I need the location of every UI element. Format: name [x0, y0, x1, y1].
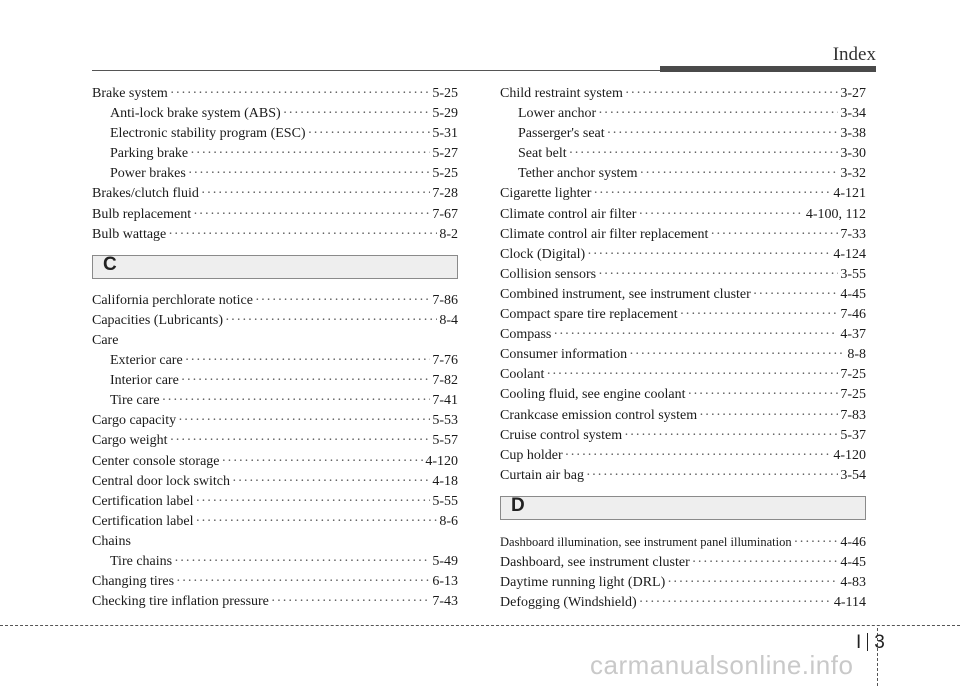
index-entry-page: 4-18	[432, 473, 458, 489]
index-entry	[92, 84, 458, 104]
index-entry-page: 8-2	[439, 226, 458, 242]
index-entry	[500, 593, 866, 613]
index-entry-page: 8-4	[439, 312, 458, 328]
index-entry-term: Bulb replacement	[92, 206, 192, 222]
index-entry-term: Chains	[92, 533, 131, 549]
footer-rule	[0, 625, 960, 626]
dot-leader	[587, 245, 831, 265]
index-column-right	[500, 84, 866, 613]
index-entry-page: 5-31	[432, 126, 458, 142]
dot-leader	[185, 351, 431, 371]
index-entry-term: Cup holder	[500, 447, 563, 463]
index-entry	[500, 406, 866, 426]
page-number-separator	[867, 633, 868, 651]
index-entry	[500, 164, 866, 184]
index-column-left	[92, 84, 458, 612]
dot-leader	[692, 553, 839, 573]
index-entry-term: Power brakes	[110, 166, 186, 182]
index-entry-page: 4-120	[833, 447, 866, 463]
index-entry-term: Collision sensors	[500, 266, 597, 282]
dot-leader	[162, 391, 431, 411]
index-entry-term: Compact spare tire replacement	[500, 307, 678, 323]
index-entry-page: 3-55	[840, 266, 866, 282]
dot-leader	[607, 124, 839, 144]
index-entry	[92, 572, 458, 592]
index-entry-page: 4-37	[840, 327, 866, 343]
dot-leader	[625, 84, 838, 104]
index-entry-term: Center console storage	[92, 453, 220, 469]
dot-leader	[255, 291, 430, 311]
index-entry-page: 5-55	[432, 493, 458, 509]
index-entry-term: Parking brake	[110, 146, 189, 162]
index-entry	[92, 124, 458, 144]
index-entry-page: 4-120	[425, 453, 458, 469]
index-entry-page: 4-45	[840, 554, 866, 570]
dot-leader	[170, 84, 431, 104]
index-entry-page: 7-43	[432, 594, 458, 610]
index-entry	[500, 426, 866, 446]
index-entry-term: Certification label	[92, 493, 194, 509]
index-entry-term: Climate control air filter	[500, 206, 637, 222]
dot-leader	[667, 573, 838, 593]
index-entry	[92, 532, 458, 552]
index-list-c-left	[92, 291, 458, 613]
section-letter-d: D	[511, 494, 525, 516]
index-entry	[500, 285, 866, 305]
dot-leader	[593, 184, 831, 204]
index-entry-term: Clock (Digital)	[500, 246, 586, 262]
index-list-b	[92, 84, 458, 245]
index-entry	[92, 205, 458, 225]
index-entry	[500, 265, 866, 285]
index-entry	[92, 452, 458, 472]
index-entry	[92, 552, 458, 572]
index-entry	[500, 385, 866, 405]
index-entry	[500, 124, 866, 144]
index-entry-page: 4-46	[840, 534, 866, 550]
index-entry-page: 5-25	[432, 166, 458, 182]
index-entry-term: Curtain air bag	[500, 467, 584, 483]
dot-leader	[195, 492, 430, 512]
index-entry	[500, 325, 866, 345]
index-entry	[500, 205, 866, 225]
dot-leader	[699, 406, 838, 426]
index-entry-page: 3-30	[840, 146, 866, 162]
index-entry-term: Certification label	[92, 513, 194, 529]
index-entry-page: 7-28	[432, 186, 458, 202]
index-entry-page: 4-83	[840, 575, 866, 591]
index-entry	[92, 351, 458, 371]
page-index: 3	[874, 632, 885, 653]
dot-leader	[629, 345, 845, 365]
section-header-d	[500, 496, 866, 520]
index-entry-page: 5-27	[432, 146, 458, 162]
index-entry-page: 7-25	[840, 367, 866, 383]
index-entry-term: Daytime running light (DRL)	[500, 575, 666, 591]
index-entry-term: Lower anchor	[518, 106, 597, 122]
index-entry-page: 6-13	[432, 574, 458, 590]
index-entry-page: 8-8	[847, 347, 866, 363]
dot-leader	[222, 452, 424, 472]
index-entry-term: Cargo weight	[92, 433, 168, 449]
dot-leader	[569, 144, 839, 164]
index-entry-page: 5-37	[840, 427, 866, 443]
index-entry-term: Bulb wattage	[92, 226, 167, 242]
index-entry-term: Coolant	[500, 367, 545, 383]
index-entry-term: Seat belt	[518, 146, 567, 162]
index-entry	[92, 512, 458, 532]
index-entry-term: Consumer information	[500, 347, 628, 363]
dot-leader	[170, 431, 431, 451]
index-list-d	[500, 532, 866, 613]
index-entry-term: Brake system	[92, 86, 168, 101]
index-entry	[92, 104, 458, 124]
dot-leader	[639, 593, 832, 613]
index-entry	[92, 371, 458, 391]
index-entry-term: Capacities (Lubricants)	[92, 312, 224, 328]
index-entry-term: Dashboard illumination, see instrument panel illumination	[500, 534, 792, 549]
index-entry	[92, 144, 458, 164]
index-entry-term: Child restraint system	[500, 86, 623, 101]
dot-leader	[201, 184, 430, 204]
dot-leader	[794, 533, 839, 553]
index-entry-term: Interior care	[110, 373, 179, 389]
dot-leader	[553, 325, 838, 345]
index-entry-term: Cooling fluid, see engine coolant	[500, 387, 686, 403]
index-entry	[92, 391, 458, 411]
index-entry-term: Crankcase emission control system	[500, 407, 698, 423]
index-entry-term: Cargo capacity	[92, 413, 177, 429]
dot-leader	[190, 144, 430, 164]
index-entry	[92, 431, 458, 451]
index-entry	[92, 164, 458, 184]
page-header-title: Index	[832, 44, 876, 65]
index-entry	[500, 144, 866, 164]
dot-leader	[598, 104, 838, 124]
index-entry	[92, 492, 458, 512]
index-entry	[500, 573, 866, 593]
index-entry	[92, 184, 458, 204]
dot-leader	[710, 225, 838, 245]
dot-leader	[308, 124, 431, 144]
index-entry-term: Checking tire inflation pressure	[92, 594, 269, 610]
index-entry-page: 3-38	[840, 126, 866, 142]
index-entry-page: 7-83	[840, 407, 866, 423]
index-entry	[92, 291, 458, 311]
page-section: I	[856, 632, 862, 653]
index-entry	[92, 311, 458, 331]
index-entry-page: 4-121	[833, 186, 866, 202]
section-header-c	[92, 255, 458, 279]
index-entry-page: 7-82	[432, 373, 458, 389]
index-entry-term: Brakes/clutch fluid	[92, 186, 199, 202]
dot-leader	[188, 164, 431, 184]
dot-leader	[586, 466, 838, 486]
dot-leader	[640, 164, 839, 184]
index-entry-page: 7-67	[432, 206, 458, 222]
index-entry	[500, 553, 866, 573]
index-entry-page: 3-32	[840, 166, 866, 182]
index-entry-page: 8-6	[439, 513, 458, 529]
dot-leader	[638, 205, 803, 225]
index-entry	[500, 305, 866, 325]
dot-leader	[283, 104, 431, 124]
dot-leader	[753, 285, 839, 305]
dot-leader	[225, 311, 437, 331]
index-entry	[500, 84, 866, 104]
index-entry	[500, 466, 866, 486]
index-entry	[500, 184, 866, 204]
index-entry-page: 7-76	[432, 353, 458, 369]
index-entry-page: 5-25	[432, 86, 458, 101]
index-entry	[92, 592, 458, 612]
index-list-c-right	[500, 84, 866, 486]
index-entry	[500, 365, 866, 385]
dot-leader	[232, 472, 430, 492]
index-entry-page: 4-100, 112	[805, 206, 866, 222]
index-entry-page: 7-41	[432, 393, 458, 409]
section-letter-c: C	[103, 253, 117, 275]
index-entry-page: 7-46	[840, 307, 866, 323]
index-entry-page: 7-86	[432, 292, 458, 308]
index-entry-page: 3-54	[840, 467, 866, 483]
index-entry-page: 5-29	[432, 106, 458, 122]
dot-leader	[598, 265, 838, 285]
index-entry-term: Defogging (Windshield)	[500, 595, 637, 611]
header-accent-bar	[660, 66, 876, 72]
index-entry-term: Electronic stability program (ESC)	[110, 126, 306, 142]
index-entry-term: Anti-lock brake system (ABS)	[110, 106, 281, 122]
index-entry-page: 3-27	[840, 86, 866, 101]
index-entry-page: 4-124	[833, 246, 866, 262]
index-entry-term: Combined instrument, see instrument cluster	[500, 286, 751, 302]
index-entry-term: Care	[92, 332, 119, 348]
dot-leader	[176, 572, 430, 592]
index-entry-page: 5-53	[432, 413, 458, 429]
index-entry-term: Changing tires	[92, 574, 175, 590]
dot-leader	[181, 371, 431, 391]
index-entry	[500, 345, 866, 365]
index-entry	[92, 331, 458, 351]
index-entry-term: Cigarette lighter	[500, 186, 592, 202]
index-entry	[92, 411, 458, 431]
index-entry-term: Tether anchor system	[518, 166, 638, 182]
index-entry-page: 7-25	[840, 387, 866, 403]
dot-leader	[565, 446, 832, 466]
index-entry-page: 4-114	[833, 595, 866, 611]
dot-leader	[195, 512, 437, 532]
dot-leader	[178, 411, 430, 431]
index-entry-page: 3-34	[840, 106, 866, 122]
index-entry	[500, 225, 866, 245]
index-entry	[92, 225, 458, 245]
dot-leader	[193, 205, 430, 225]
index-entry-term: Cruise control system	[500, 427, 623, 443]
index-entry	[92, 472, 458, 492]
index-entry-page: 4-45	[840, 286, 866, 302]
index-entry-term: Tire care	[110, 393, 160, 409]
page-number	[856, 632, 885, 654]
index-entry-term: Passerger's seat	[518, 126, 605, 142]
index-entry-page: 7-33	[840, 226, 866, 242]
index-entry	[500, 245, 866, 265]
dot-leader	[271, 592, 430, 612]
index-entry-page: 5-57	[432, 433, 458, 449]
index-entry-term: California perchlorate notice	[92, 292, 253, 308]
index-entry	[500, 104, 866, 124]
dot-leader	[687, 385, 838, 405]
dot-leader	[546, 365, 838, 385]
index-entry	[500, 446, 866, 466]
dot-leader	[680, 305, 839, 325]
index-entry-term: Exterior care	[110, 353, 183, 369]
index-entry	[500, 532, 866, 553]
dot-leader	[168, 225, 437, 245]
dot-leader	[624, 426, 838, 446]
watermark: carmanualsonline.info	[590, 650, 854, 680]
index-entry-term: Dashboard, see instrument cluster	[500, 554, 690, 570]
dot-leader	[174, 552, 430, 572]
index-entry-page: 5-49	[432, 553, 458, 569]
index-entry-term: Central door lock switch	[92, 473, 231, 489]
index-entry-term: Compass	[500, 327, 552, 343]
index-entry-term: Tire chains	[110, 553, 173, 569]
index-entry-term: Climate control air filter replacement	[500, 226, 709, 242]
